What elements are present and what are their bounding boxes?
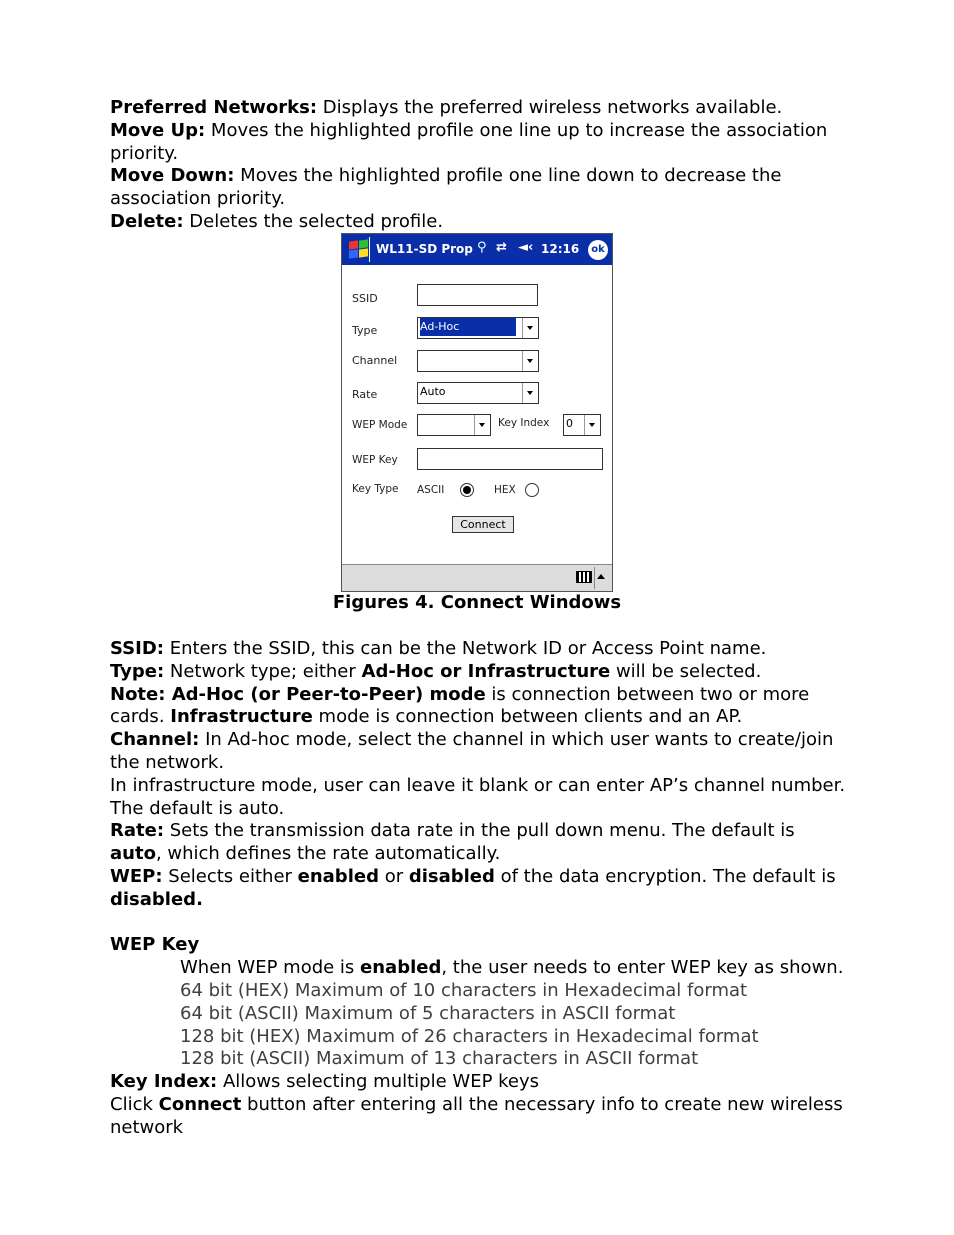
- wep-key-label: WEP Key: [352, 454, 398, 466]
- intro-section: [110, 97, 850, 234]
- taskbar-divider: [594, 567, 595, 589]
- type-paragraph: Type: Network type; either Ad-Hoc or Infrastructure will be selected.: [110, 660, 762, 682]
- move-up-paragraph: Move Up: Moves the highlighted profile one line up to increase the association priority.: [110, 119, 828, 164]
- wep-mode-select[interactable]: [417, 414, 491, 436]
- key-index-paragraph: Key Index: Allows selecting multiple WEP keys: [110, 1071, 540, 1093]
- figure-caption: Figures 4. Connect Windows: [332, 592, 622, 613]
- preferred-networks-paragraph: Preferred Networks: Displays the preferred wireless networks available.: [110, 97, 783, 118]
- type-label: Type: [352, 324, 378, 337]
- channel-paragraph: Channel: In Ad-hoc mode, select the channel in which user wants to create/join the network.: [110, 729, 834, 773]
- channel-select[interactable]: [417, 350, 539, 372]
- connectivity-icon[interactable]: ⇄: [496, 240, 507, 255]
- ssid-paragraph: SSID: Enters the SSID, this can be the Network ID or Access Point name.: [110, 638, 767, 659]
- ssid-input[interactable]: [417, 284, 538, 306]
- wep-mode-label: WEP Mode: [352, 419, 408, 431]
- ok-icon[interactable]: ok: [588, 240, 608, 260]
- key-index-label: Key Index: [498, 417, 550, 429]
- rate-label: Rate: [352, 388, 378, 401]
- pda-title-bar: [342, 234, 612, 265]
- keyboard-icon[interactable]: [576, 571, 592, 583]
- up-arrow-icon[interactable]: [597, 574, 605, 579]
- type-selected-value: Ad-Hoc: [420, 318, 516, 336]
- chevron-down-icon[interactable]: [522, 318, 538, 338]
- wep-key-input[interactable]: [417, 448, 603, 470]
- pda-taskbar: [342, 564, 612, 591]
- type-select[interactable]: [417, 317, 539, 339]
- format-list-item: 128 bit (HEX) Maximum of 26 characters in Hexadecimal format: [180, 1025, 759, 1047]
- wep-key-heading: WEP Key: [110, 934, 200, 956]
- description-section: [110, 638, 850, 1140]
- format-list-item: 64 bit (HEX) Maximum of 10 characters in Hexadecimal format: [180, 979, 748, 1001]
- rate-selected-value: Auto: [420, 385, 446, 398]
- pda-clock[interactable]: 12:16: [541, 242, 580, 256]
- format-list-item: 64 bit (ASCII) Maximum of 5 characters in ASCII format: [180, 1002, 676, 1024]
- rate-select[interactable]: [417, 382, 539, 404]
- pda-screenshot: [341, 233, 613, 592]
- wep-paragraph: WEP: Selects either enabled or disabled of the data encryption. The default is disabled.: [110, 865, 836, 910]
- chevron-down-icon[interactable]: [522, 351, 538, 371]
- ssid-label: SSID: [352, 292, 378, 305]
- wep-key-paragraph: When WEP mode is enabled, the user needs to enter WEP key as shown.: [180, 957, 844, 979]
- key-type-label: Key Type: [352, 483, 399, 495]
- click-connect-paragraph: Click Connect button after entering all the necessary info to create new wireless network: [110, 1093, 843, 1138]
- windows-flag-icon[interactable]: [344, 237, 370, 262]
- antenna-icon[interactable]: ⚲: [477, 240, 487, 255]
- key-index-selected-value: 0: [566, 417, 573, 430]
- connect-button[interactable]: Connect: [452, 516, 514, 533]
- note-paragraph: Note: Ad-Hoc (or Peer-to-Peer) mode is connection between two or more cards. Infrastructure mode is connection between clients and an AP.: [110, 683, 810, 728]
- hex-radio[interactable]: [525, 483, 539, 497]
- ascii-radio[interactable]: [460, 483, 474, 497]
- paragraph-spacer: [110, 912, 850, 935]
- format-list-item: 128 bit (ASCII) Maximum of 13 characters in ASCII format: [180, 1048, 699, 1070]
- delete-paragraph: Delete: Deletes the selected profile.: [110, 210, 444, 232]
- channel-label: Channel: [352, 354, 398, 367]
- chevron-down-icon[interactable]: [474, 415, 490, 435]
- rate-paragraph: Rate: Sets the transmission data rate in the pull down menu. The default is auto, which defines the rate automatically.: [110, 820, 795, 865]
- key-index-select[interactable]: [563, 414, 601, 436]
- hex-label: HEX: [494, 484, 516, 496]
- chevron-down-icon[interactable]: [584, 415, 600, 435]
- channel-infrastructure-paragraph: In infrastructure mode, user can leave it blank or can enter AP’s channel number. The default is auto.: [110, 774, 846, 819]
- pda-window-title: WL11-SD Prop: [376, 242, 473, 256]
- ascii-label: ASCII: [417, 484, 445, 496]
- chevron-down-icon[interactable]: [522, 383, 538, 403]
- move-down-paragraph: Move Down: Moves the highlighted profile one line down to decrease the association priority.: [110, 165, 782, 210]
- speaker-icon[interactable]: ◄‹: [518, 240, 534, 255]
